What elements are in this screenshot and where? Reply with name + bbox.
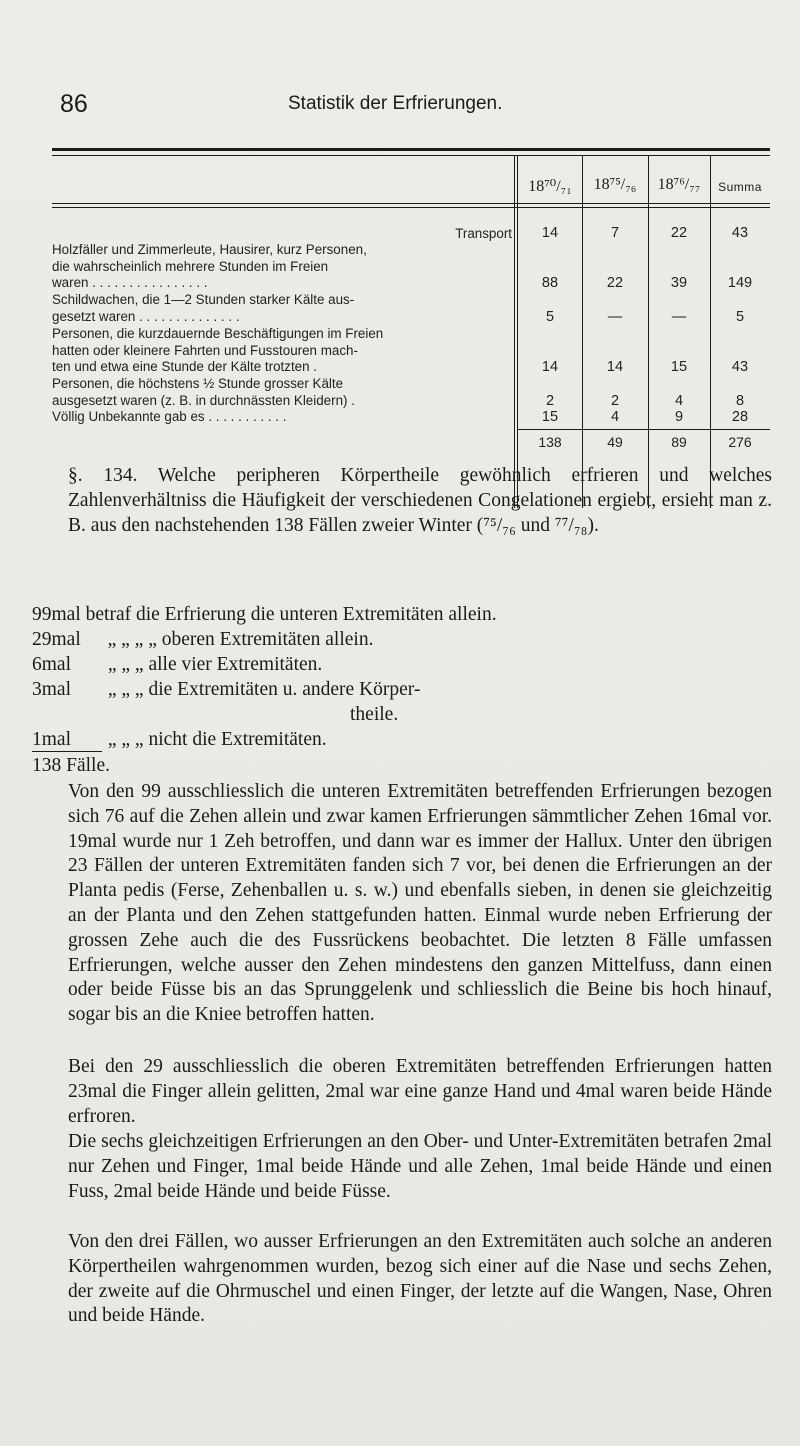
count-line: theile. <box>350 704 399 725</box>
row-label-hoechstens: Personen, die höchstens ½ Stunde grosser Kälte ausgesetzt waren (z. B. in durchnässten Kleidern) . <box>52 376 355 408</box>
column-header-summa: Summa <box>718 180 762 194</box>
body-paragraph-4: Von den drei Fällen, wo ausser Erfrierungen an den Extremitäten auch solche an anderen Körpertheilen wahrgenommen wurden, bezog sich einer auf die Nase und sechs Zehen, der zweite auf die Ohrmuschel und einen Finger, der letzte auf die Wangen, Nase, Ohren und beide Hände. <box>68 1231 772 1327</box>
header-rule <box>52 203 770 204</box>
table-cell: 15 <box>670 359 688 375</box>
body-paragraph-1: Von den 99 ausschliesslich die unteren Extremitäten betreffenden Erfrierungen bezogen sich 76 auf die Zehen allein und zwar kamen Erfrierungen sämmtlicher Zehen 16mal vor. 19mal wurde nur 1 Zeh betroffen, und dann war es immer der Hallux. Unter den übrigen 23 Fällen der unteren Extremitäten fanden sich 7 vor, bei denen die Erfrierungen an der Planta pedis (Ferse, Zehenballen u. s. w.) und ebenfalls sieben, in denen sie gleichzeitig an der Planta und den Zehen stattgefunden hatten. Einmal wurde neben Erfrierung der grossen Zehe auch die des Fussrückens beobachtet. Die letzten 8 Fälle umfassen Erfrierungen, welche ausser den Zehen mindestens den ganzen Mittelfuss, dann einen oder beide Füsse bis an das Sprunggelenk und schliesslich die Beine bis hoch hinauf, sogar bis an die Kniee betroffen hatten. <box>68 781 772 1026</box>
table-total: 138 <box>538 434 562 450</box>
running-title: Statistik der Erfrierungen. <box>288 93 503 114</box>
count-line: 29mal „ „ „ „ oberen Extremitäten allein. <box>32 629 374 650</box>
table-cell: 88 <box>541 275 559 291</box>
table-cell: 2 <box>545 393 555 409</box>
column-divider <box>514 155 515 508</box>
table-total: 49 <box>607 434 623 450</box>
row-label-unbekannte: Völlig Unbekannte gab es . . . . . . . . . . . <box>52 409 287 424</box>
table-cell: 22 <box>670 225 688 241</box>
page-number: 86 <box>60 90 88 118</box>
table-cell: 9 <box>674 409 684 425</box>
table-cell: 2 <box>610 393 620 409</box>
column-divider <box>710 155 711 508</box>
column-divider <box>517 155 518 508</box>
table-cell: 14 <box>606 359 624 375</box>
count-total: 138 Fälle. <box>32 755 110 776</box>
table-cell: 5 <box>545 309 555 325</box>
count-line: 6mal „ „ „ alle vier Extremitäten. <box>32 654 323 675</box>
column-header-3: 18⁷⁶/₇₇ <box>657 176 701 193</box>
row-label-transport: Transport <box>455 226 512 241</box>
header-rule-2 <box>52 207 770 208</box>
table-cell: 15 <box>541 409 559 425</box>
table-cell: 39 <box>670 275 688 291</box>
running-header <box>0 90 800 120</box>
table-cell: 28 <box>731 409 749 425</box>
column-header-2: 18⁷⁵/₇₆ <box>593 176 637 193</box>
table-cell: 22 <box>606 275 624 291</box>
table-top-rule-thin <box>52 155 770 156</box>
count-line: 3mal „ „ „ die Extremitäten u. andere Körper- <box>32 679 421 700</box>
table-cell: 14 <box>541 359 559 375</box>
column-header-1: 18⁷⁰/₇₁ <box>528 178 572 195</box>
column-divider <box>582 155 583 508</box>
table-total: 89 <box>671 434 687 450</box>
table-cell: 149 <box>727 275 753 291</box>
table-cell: 8 <box>735 393 745 409</box>
section-intro-paragraph: §. 134. Welche peripheren Körpertheile gewöhnlich erfrieren und welches Zahlenverhältniss die Häufigkeit der verschiedenen Congelationen ergiebt, ersieht man z. B. aus den nachstehenden 138 Fällen zweier Winter (⁷⁵/₇₆ und ⁷⁷/₇₈). <box>68 465 772 536</box>
row-label-schildwachen: Schildwachen, die 1—2 Stunden starker Kälte aus- gesetzt waren . . . . . . . . . . . . . . <box>52 292 355 324</box>
table-top-rule <box>52 148 770 151</box>
table-cell: 14 <box>541 225 559 241</box>
totals-rule <box>518 429 770 430</box>
table-cell: 43 <box>731 225 749 241</box>
sum-rule <box>32 751 102 752</box>
table-cell: — <box>671 309 687 325</box>
body-paragraph-2: Bei den 29 ausschliesslich die oberen Extremitäten betreffenden Erfrierungen hatten 23mal die Finger allein gelitten, 2mal war eine ganze Hand und 4mal waren beide Hände erfroren. <box>68 1056 772 1127</box>
row-label-kurzdauernde: Personen, die kurzdauernde Beschäftigungen im Freien hatten oder kleinere Fahrten und Fusstouren mach- ten und etwa eine Stunde der Kälte trotzten . <box>52 326 384 375</box>
table-cell: 4 <box>674 393 684 409</box>
table-cell: — <box>607 309 623 325</box>
table-total: 276 <box>728 434 752 450</box>
body-paragraph-3: Die sechs gleichzeitigen Erfrierungen an den Ober- und Unter-Extremitäten betrafen 2mal nur Zehen und Finger, 1mal beide Hände und alle Zehen, 1mal beide Hände und einen Fuss, 2mal beide Hände und beide Füsse. <box>68 1131 772 1202</box>
column-divider <box>648 155 649 508</box>
table-cell: 43 <box>731 359 749 375</box>
row-label-holzfaeller: Holzfäller und Zimmerleute, Hausirer, kurz Personen, die wahrscheinlich mehrere Stunden im Freien waren . . . . . . . . . . . . . . . . <box>52 242 367 291</box>
table-cell: 4 <box>610 409 620 425</box>
count-line: 1mal „ „ „ nicht die Extremitäten. <box>32 729 327 750</box>
count-line: 99mal betraf die Erfrierung die unteren Extremitäten allein. <box>32 604 497 625</box>
table-cell: 5 <box>735 309 745 325</box>
table-cell: 7 <box>610 225 620 241</box>
